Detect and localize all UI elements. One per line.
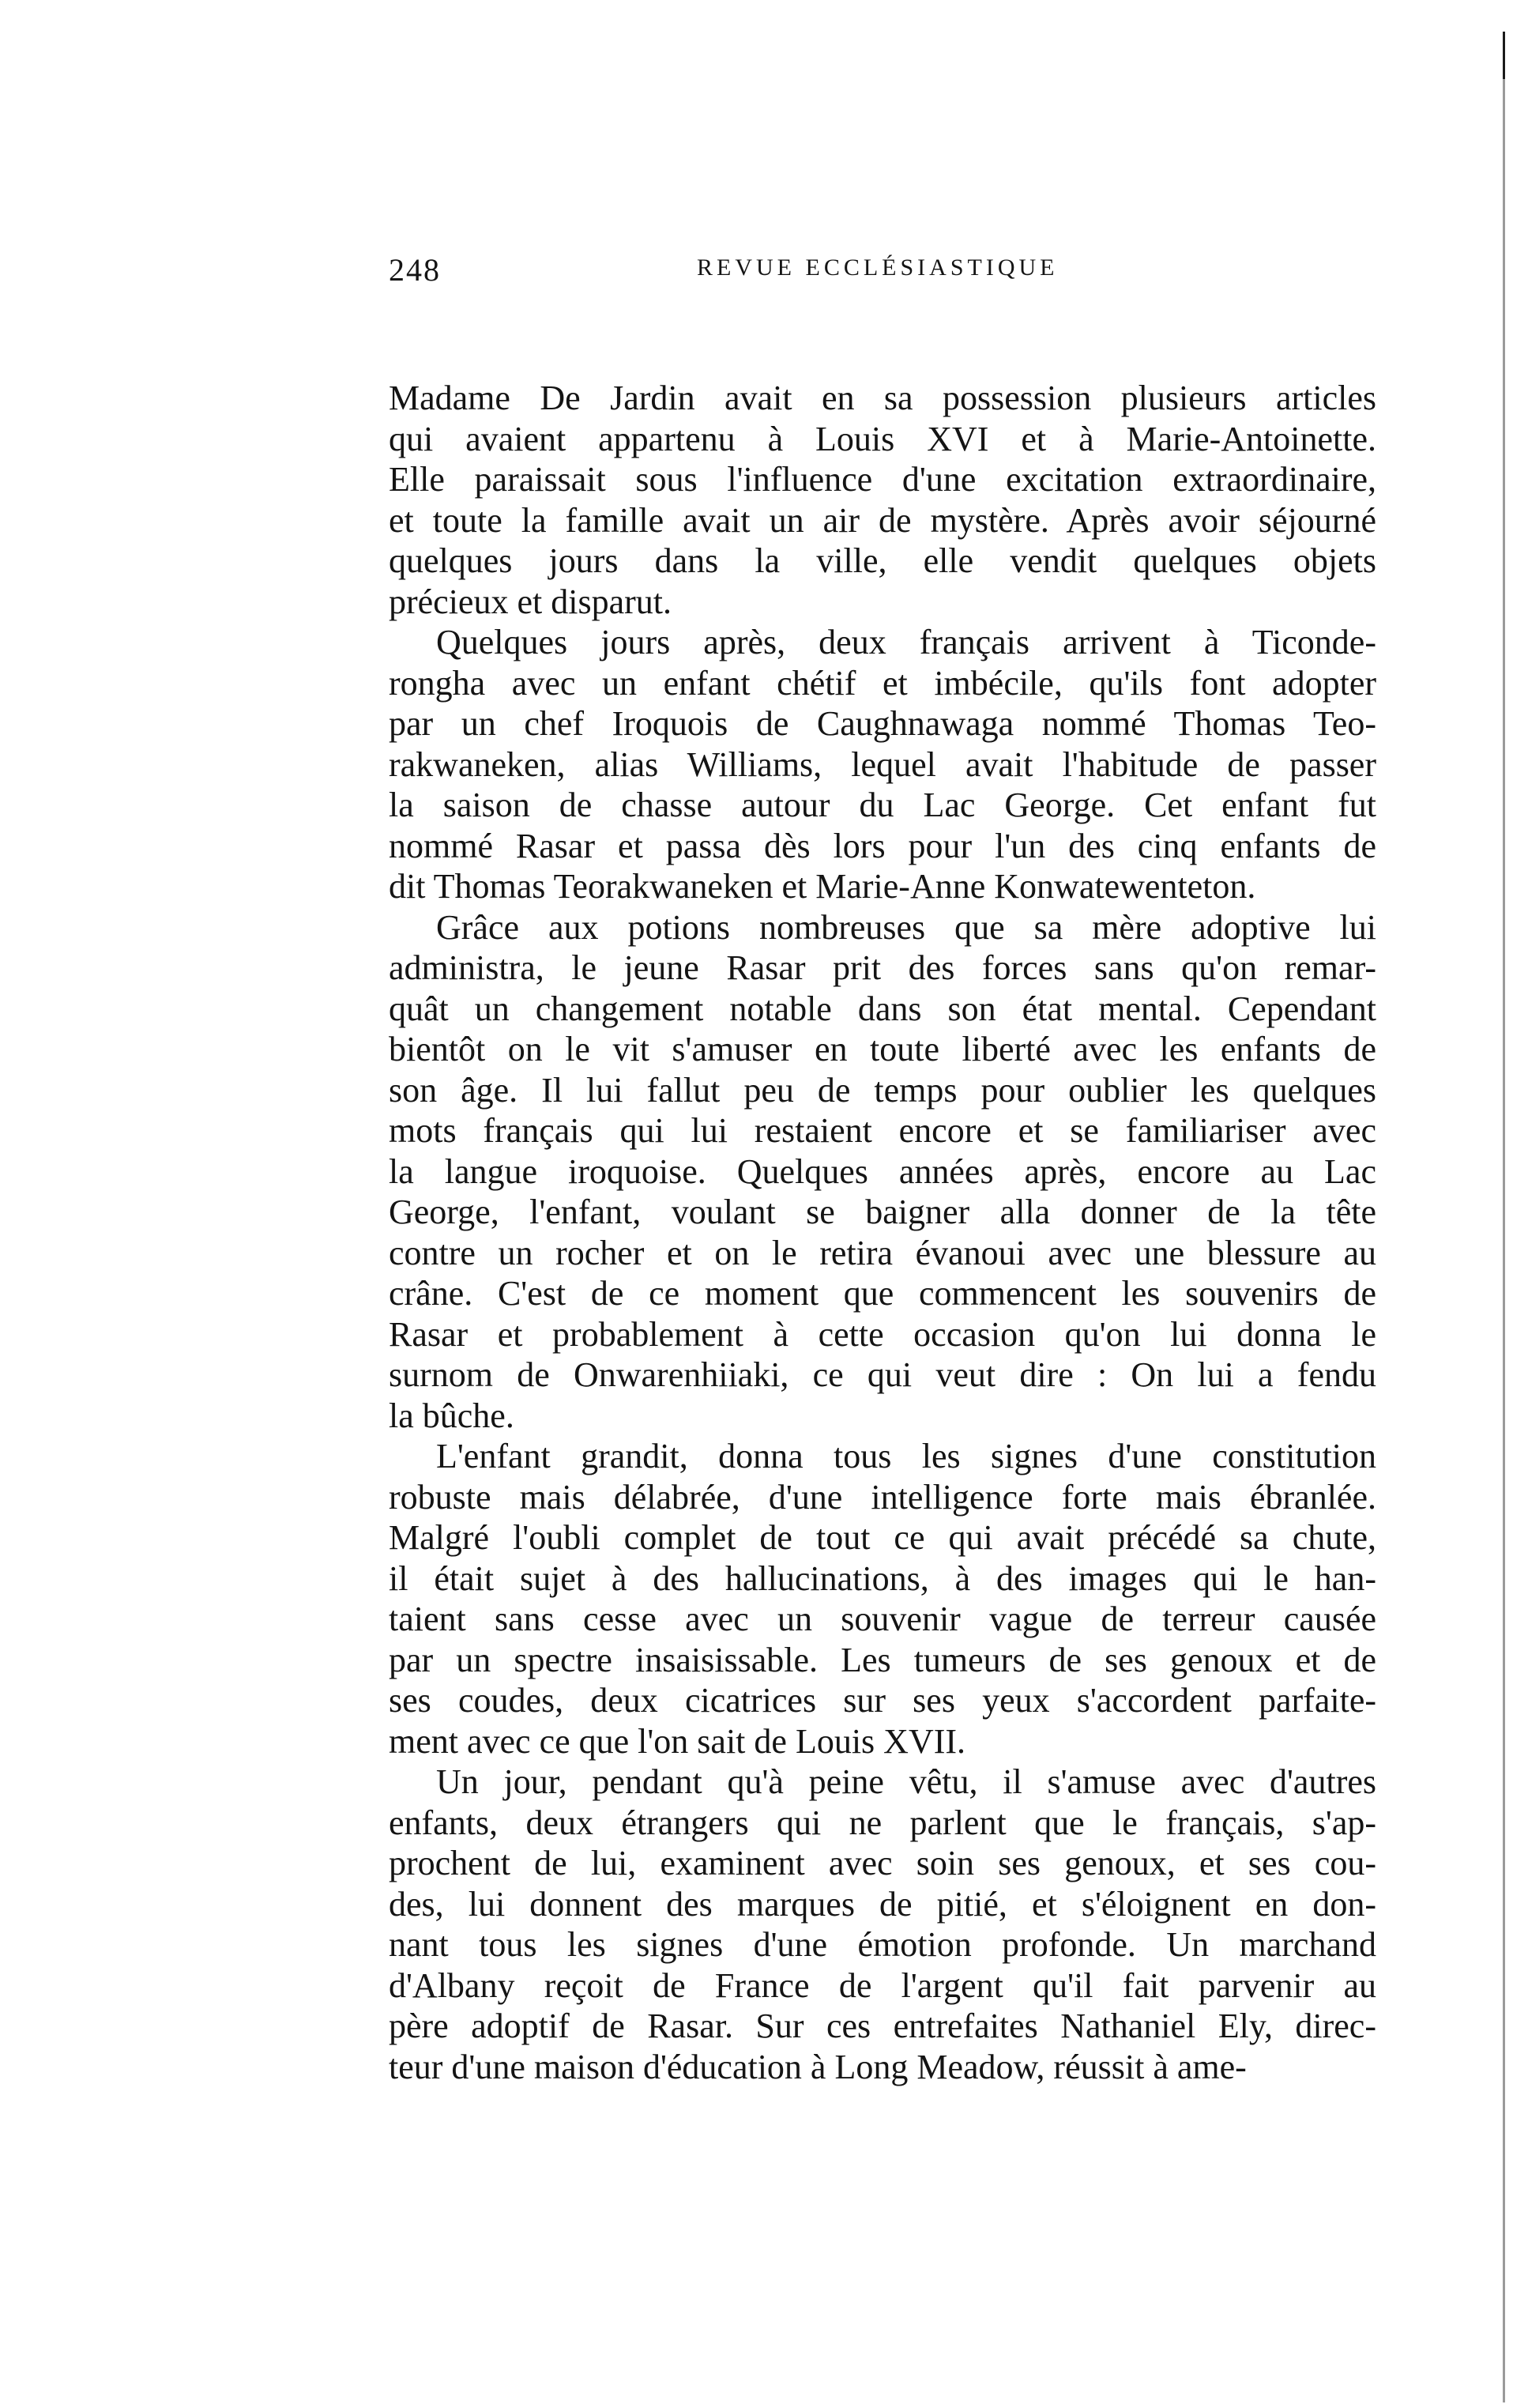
- page-number: 248: [389, 252, 441, 288]
- text-line: crâne. C'est de ce moment que commencent les souvenirs de: [389, 1274, 1376, 1313]
- text-line: taient sans cesse avec un souvenir vague de terreur causée: [389, 1600, 1376, 1638]
- text-line: bientôt on le vit s'amuser en toute liberté avec les enfants de: [389, 1030, 1376, 1068]
- running-head: [389, 251, 1376, 291]
- text-line: Malgré l'oubli complet de tout ce qui avait précédé sa chute,: [389, 1518, 1376, 1557]
- text-line: quelques jours dans la ville, elle vendit quelques objets: [389, 541, 1376, 580]
- text-line: contre un rocher et on le retira évanoui avec une blessure au: [389, 1233, 1376, 1272]
- text-line: mots français qui lui restaient encore et se familiariser avec: [389, 1111, 1376, 1150]
- body-text: [389, 378, 1376, 2087]
- text-line: ses coudes, deux cicatrices sur ses yeux s'accordent parfaite-: [389, 1681, 1376, 1720]
- text-line: George, l'enfant, voulant se baigner alla donner de la tête: [389, 1193, 1376, 1231]
- text-line: surnom de Onwarenhiiaki, ce qui veut dire : On lui a fendu: [389, 1355, 1376, 1394]
- text-line: L'enfant grandit, donna tous les signes d'une constitution: [436, 1437, 1376, 1475]
- text-line: la saison de chasse autour du Lac George. Cet enfant fut: [389, 786, 1376, 824]
- text-line: la langue iroquoise. Quelques années après, encore au Lac: [389, 1151, 1376, 1191]
- text-line: Rasar et probablement à cette occasion qu'on lui donna le: [389, 1314, 1376, 1354]
- text-line: nommé Rasar et passa dès lors pour l'un des cinq enfants de: [389, 826, 1376, 865]
- text-line: quât un changement notable dans son état mental. Cependant: [389, 989, 1376, 1028]
- text-line: rakwaneken, alias Williams, lequel avait l'habitude de passer: [389, 744, 1376, 784]
- text-line: Quelques jours après, deux français arrivent à Ticonde-: [436, 623, 1376, 661]
- text-line: dit Thomas Teorakwaneken et Marie-Anne Konwatewenteton.: [389, 867, 1256, 906]
- text-line: teur d'une maison d'éducation à Long Meadow, réussit à ame-: [389, 2047, 1247, 2086]
- paragraph: [389, 622, 1376, 907]
- text-line: robuste mais délabrée, d'une intelligence forte mais ébranlée.: [389, 1477, 1376, 1517]
- text-line: nant tous les signes d'une émotion profonde. Un marchand: [389, 1925, 1376, 1964]
- text-line: la bûche.: [389, 1396, 514, 1435]
- text-line: Grâce aux potions nombreuses que sa mère adoptive lui: [436, 907, 1376, 947]
- paragraph: [389, 907, 1376, 1437]
- text-line: qui avaient appartenu à Louis XVI et à Marie-Antoinette.: [389, 419, 1376, 458]
- text-line: rongha avec un enfant chétif et imbécile, qu'ils font adopter: [389, 663, 1376, 703]
- text-line: enfants, deux étrangers qui ne parlent que le français, s'ap-: [389, 1803, 1376, 1842]
- text-line: Un jour, pendant qu'à peine vêtu, il s'amuse avec d'autres: [436, 1762, 1376, 1801]
- text-line: précieux et disparut.: [389, 582, 672, 621]
- text-line: des, lui donnent des marques de pitié, et s'éloignent en don-: [389, 1884, 1376, 1924]
- page-edge-rule: [1503, 32, 1505, 2402]
- text-line: son âge. Il lui fallut peu de temps pour oublier les quelques: [389, 1070, 1376, 1110]
- paragraph: [389, 1436, 1376, 1762]
- text-line: père adoptif de Rasar. Sur ces entrefaites Nathaniel Ely, direc-: [389, 2007, 1376, 2045]
- text-line: ment avec ce que l'on sait de Louis XVII.: [389, 1721, 966, 1761]
- text-line: prochent de lui, examinent avec soin ses genoux, et ses cou-: [389, 1844, 1376, 1882]
- text-line: administra, le jeune Rasar prit des forces sans qu'on remar-: [389, 948, 1376, 987]
- text-line: par un spectre insaisissable. Les tumeurs de ses genoux et de: [389, 1640, 1376, 1679]
- journal-title: REVUE ECCLÉSIASTIQUE: [697, 254, 1059, 281]
- text-line: d'Albany reçoit de France de l'argent qu'il fait parvenir au: [389, 1965, 1376, 2005]
- paragraph: [389, 378, 1376, 622]
- text-line: Madame De Jardin avait en sa possession plusieurs articles: [389, 379, 1376, 417]
- text-line: par un chef Iroquois de Caughnawaga nommé Thomas Teo-: [389, 704, 1376, 743]
- text-line: Elle paraissait sous l'influence d'une excitation extraordinaire,: [389, 460, 1376, 499]
- text-line: et toute la famille avait un air de mystère. Après avoir séjourné: [389, 500, 1376, 540]
- paragraph: [389, 1762, 1376, 2087]
- text-line: il était sujet à des hallucinations, à des images qui le han-: [389, 1558, 1376, 1598]
